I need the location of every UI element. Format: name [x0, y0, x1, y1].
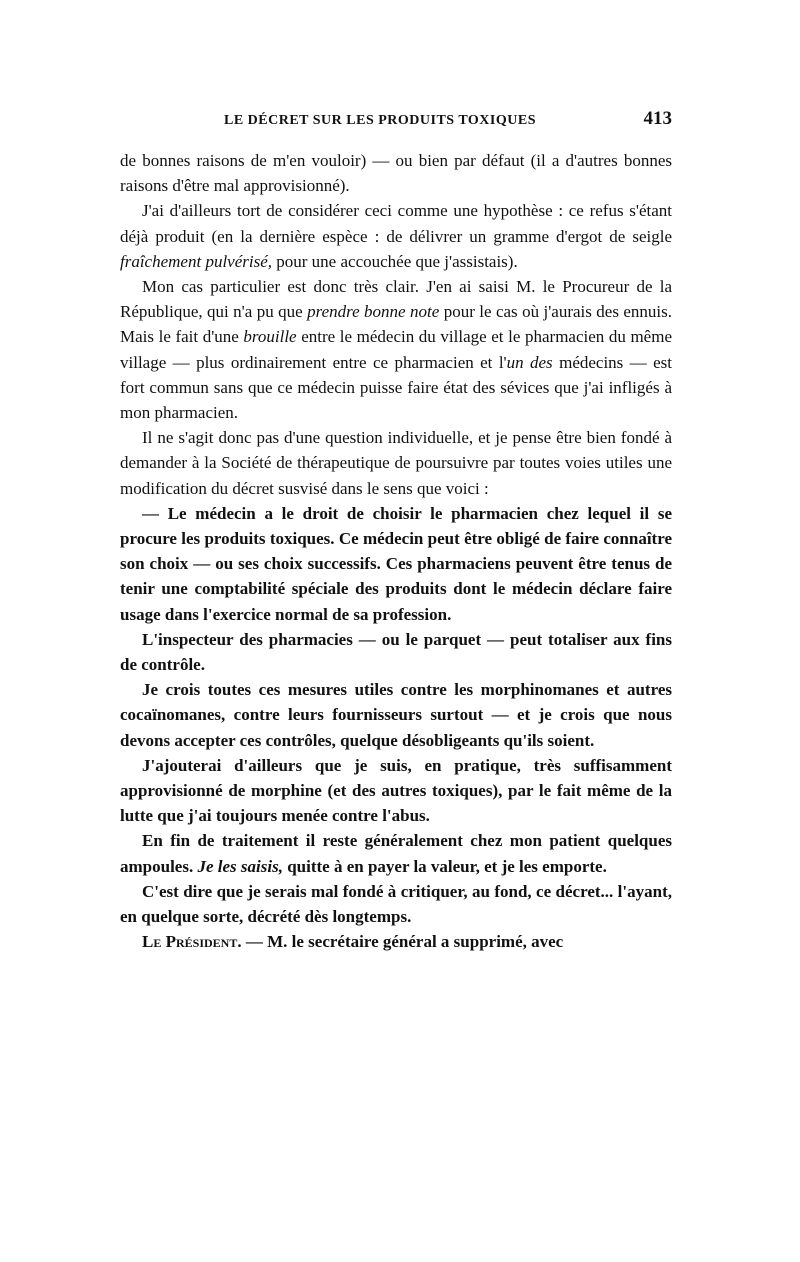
italic-run: Je les saisis,	[197, 856, 283, 876]
paragraph	[120, 828, 672, 878]
italic-run: prendre bonne note	[307, 302, 440, 322]
text-run: Mon cas particulier est donc très clair. J'en ai saisi M. le Procureur de la République, qui n'a pu que	[120, 277, 672, 322]
speaker-name: Le Président.	[142, 932, 242, 952]
text-run: de bonnes raisons de m'en vouloir) — ou bien par défaut (il a d'autres bonnes raisons d'être mal approvisionné).	[120, 151, 672, 196]
paragraph	[120, 501, 672, 627]
paragraph	[120, 425, 672, 501]
text-run: pour le cas où j'aurais des ennuis. Mais le fait d'une	[120, 302, 672, 347]
paragraph	[120, 879, 672, 929]
italic-run: un des	[506, 352, 553, 372]
text-run: pour une accouchée que j'assistais).	[272, 251, 518, 271]
text-run: En fin de traitement il reste généralement chez mon patient quelques ampoules.	[120, 831, 672, 876]
running-title: LE DÉCRET SUR LES PRODUITS TOXIQUES	[224, 113, 536, 128]
paragraph	[120, 677, 672, 753]
paragraph	[120, 627, 672, 677]
italic-run: fraîchement pulvérisé,	[120, 251, 273, 271]
text-run: entre le médecin du village et le pharmacien du même village — plus ordinairement entre ce pharmacien et l'	[120, 327, 672, 372]
text-run: — M. le secrétaire général a supprimé, avec	[241, 932, 564, 952]
paragraph-continuation	[120, 148, 672, 198]
paragraph	[120, 753, 672, 829]
text-run: C'est dire que je serais mal fondé à critiquer, au fond, ce décret... l'ayant, en quelque sorte, décrété dès longtemps.	[120, 881, 672, 927]
running-header	[224, 108, 672, 130]
book-page	[120, 108, 672, 955]
italic-run: brouille	[243, 327, 297, 347]
paragraph	[120, 274, 672, 425]
text-run: Il ne s'agit donc pas d'une question individuelle, et je pense être bien fondé à demander à la Société de thérapeutique de poursuivre par toutes voies utiles une modification du décret susvisé dans le sens que voici :	[120, 428, 672, 498]
paragraph-speaker	[120, 929, 672, 954]
page-number: 413	[643, 108, 672, 129]
paragraph	[120, 198, 672, 274]
text-run: J'ajouterai d'ailleurs que je suis, en pratique, très suffisamment approvisionné de morphine (et des autres toxiques), par le fait même de la lutte que j'ai toujours menée contre l'abus.	[120, 755, 672, 826]
text-run: J'ai d'ailleurs tort de considérer ceci comme une hypothèse : ce refus s'étant déjà produit (en la dernière espèce : de délivrer un gramme d'ergot de seigle	[120, 201, 672, 246]
text-run: Je crois toutes ces mesures utiles contre les morphinomanes et autres cocaïnomanes, contre leurs fournisseurs surtout — et je crois que nous devons accepter ces contrôles, quelque désobligeants qu'ils soient.	[120, 680, 672, 750]
text-run: médecins — est fort commun sans que ce médecin puisse faire état des sévices que j'ai infligés à mon pharmacien.	[120, 352, 672, 423]
text-run: quitte à en payer la valeur, et je les emporte.	[282, 856, 607, 876]
text-run: L'inspecteur des pharmacies — ou le parquet — peut totaliser aux fins de contrôle.	[120, 629, 672, 675]
text-run: — Le médecin a le droit de choisir le pharmacien chez lequel il se procure les produits toxiques. Ce médecin peut être obligé de faire connaître son choix — ou ses choix successifs. Ces pharmaciens peuvent être tenus de tenir une comptabilité spéciale des produits dont le médecin déclare faire usage dans l'exercice normal de sa profession.	[120, 503, 672, 624]
body-text	[120, 148, 672, 955]
